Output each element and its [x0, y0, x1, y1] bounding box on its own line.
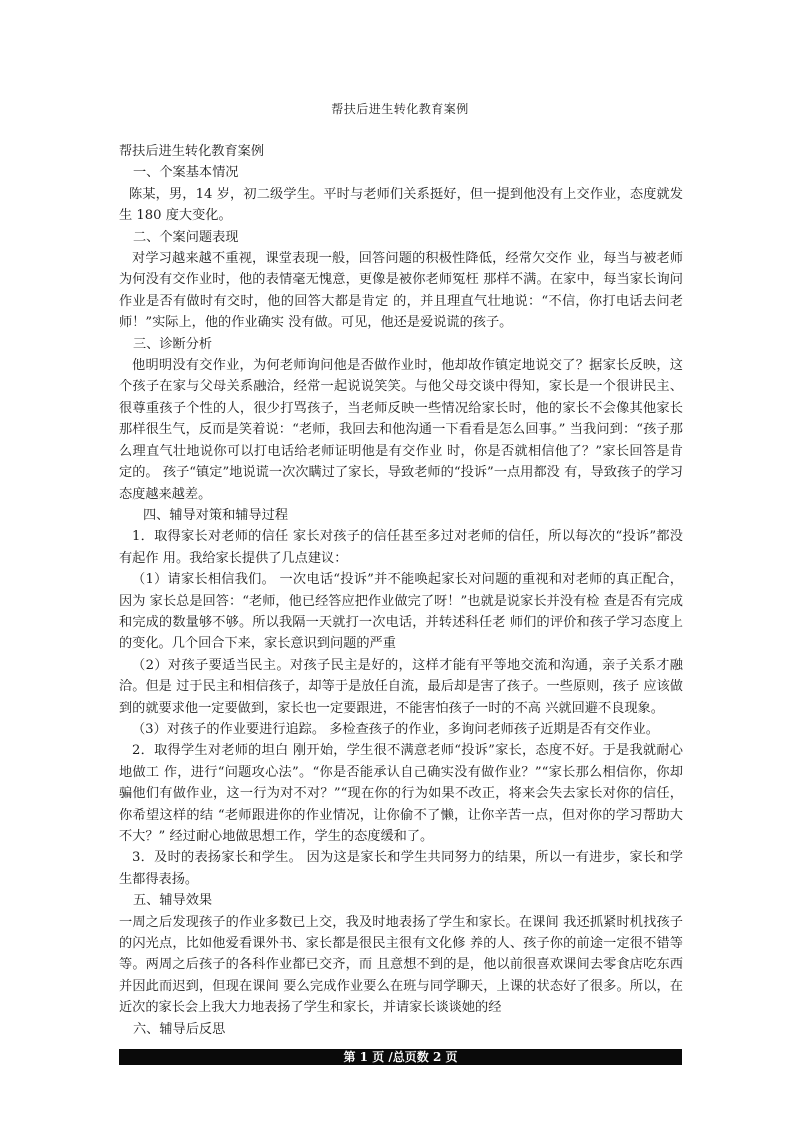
paragraph: 1．取得家长对老师的信任 家长对孩子的信任甚至多过对老师的信任，所以每次的“投诉”都没有起作 用。我给家长提供了几点建议： — [119, 529, 683, 566]
section-heading-6: 六、辅导后反思 — [133, 1021, 226, 1037]
document-body — [119, 141, 683, 1040]
paragraph: 他明明没有交作业，为何老师询问他是否做作业时，他却故作镇定地说交了？据家长反映，这个孩子在家与父母关系融洽，经常一起说说笑笑。与他父母交谈中得知，家长是一个很讲民主、很尊重孩子个性的人，很少打骂孩子，当老师反映一些情况给家长时，他的家长不会像其他家长那样很生气，反而是笑着说：“老师，我回去和他沟通一下看看是怎么回事。” 当我问到：“孩子那么理直气壮地说你可以打电话给老师证明他是有交作业 时，你是否就相信他了？”家长回答是肯定的。 孩子“镇定”地说谎一次次瞒过了家长，导致老师的“投诉”一点用都没 有，导致孩子的学习态度越来越差。 — [119, 358, 683, 502]
document-title: 帮扶后进生转化教育案例 — [331, 102, 469, 116]
section-heading-2: 二、个案问题表现 — [133, 229, 239, 245]
paragraph: 一周之后发现孩子的作业多数已上交，我及时地表扬了学生和家长。在课间 我还抓紧时机找孩子的闪光点，比如他爱看课外书、家长都是很民主很有文化修 养的人、孩子你的前途一定很不错等等。两周之后孩子的各科作业都已交齐，而 且意想不到的是，他以前很喜欢课间去零食店吃东西并因此而迟到，但现在课间 要么完成作业要么在班与同学聊天，上课的状态好了很多。所以，在近次的家长会上我大力地表扬了学生和家长，并请家长谈谈她的经 — [119, 914, 683, 1016]
paragraph: 3．及时的表扬家长和学生。 因为这是家长和学生共同努力的结果，所以一有进步，家长和学生都得表扬。 — [119, 850, 683, 887]
paragraph: （1）请家长相信我们。 一次电话“投诉”并不能唤起家长对问题的重视和对老师的真正配合，因为 家长总是回答：“老师，他已经答应把作业做完了呀！”也就是说家长并没有检 查是否有完成和完成的数量够不够。所以我隔一天就打一次电话，并转述科任老 师们的评价和孩子学习态度上的变化。几个回合下来，家长意识到问题的严重 — [119, 572, 683, 652]
page-number: 第 1 页 /总页数 2 页 — [343, 1050, 458, 1064]
paragraph: 陈某，男，14 岁，初二级学生。平时与老师们关系挺好，但一提到他没有上交作业，态度就发生 180 度大变化。 — [119, 186, 683, 224]
section-heading-3: 三、诊断分析 — [133, 336, 213, 352]
section-heading-4: 四、辅导对策和辅导过程 — [143, 507, 289, 523]
section-heading-1: 一、个案基本情况 — [133, 165, 239, 181]
paragraph: （3）对孩子的作业要进行追踪。 多检查孩子的作业，多询问老师孩子近期是否有交作业。 — [132, 721, 659, 737]
document-subtitle: 帮扶后进生转化教育案例 — [119, 144, 265, 159]
paragraph: （2）对孩子要适当民主。对孩子民主是好的，这样才能有平等地交流和沟通，亲子关系才融洽。但是 过于民主和相信孩子，却等于是放任自流，最后却是害了孩子。一些原则，孩子 应该做到的就要求他一定要做到，家长也一定要跟进，不能害怕孩子一时的不高 兴就回避不良现象。 — [119, 657, 683, 716]
paragraph: 对学习越来越不重视，课堂表现一般，回答问题的积极性降低，经常欠交作 业，每当与被老师为何没有交作业时，他的表情毫无愧意，更像是被你老师冤枉 那样不满。在家中，每当家长询问作业是否有做时有交时，他的回答大都是肯定 的，并且理直气壮地说：“不信，你打电话去问老师！”实际上，他的作业确实 没有做。可见，他还是爱说谎的孩子。 — [119, 251, 683, 331]
paragraph: 2．取得学生对老师的坦白 刚开始，学生很不满意老师“投诉”家长，态度不好。于是我就耐心地做工 作，进行“问题攻心法”。“你是否能承认自己确实没有做作业？”“家长那么相信你，你却骗他们有做作业，这一行为对不对？”“现在你的行为如果不改正，将来会失去家长对你的信任，你希望这样的结 “老师跟进你的作业情况，让你偷不了懒，让你辛苦一点，但对你的学习帮助大不大？” 经过耐心地做思想工作，学生的态度缓和了。 — [119, 743, 683, 844]
section-heading-5: 五、辅导效果 — [133, 893, 213, 909]
